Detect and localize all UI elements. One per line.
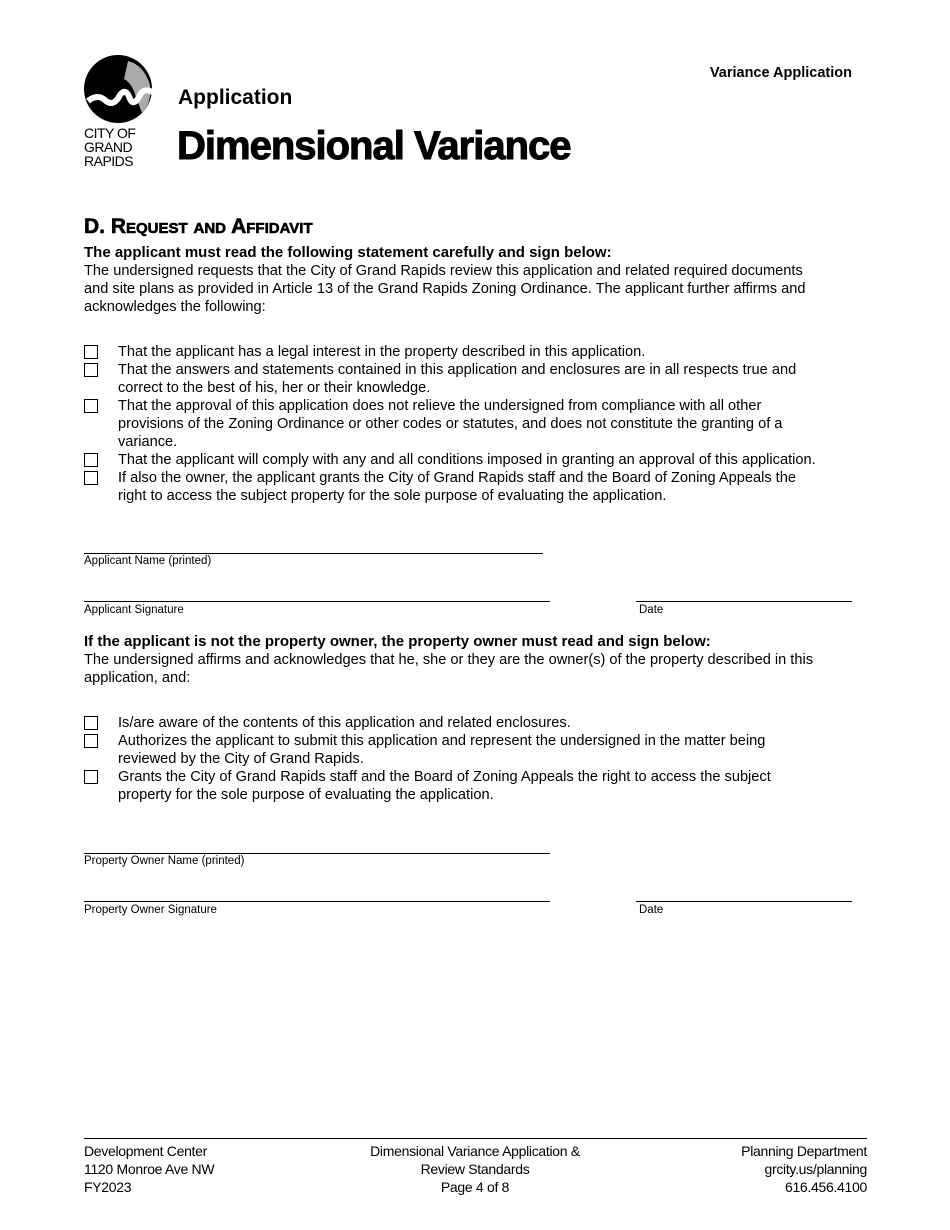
applicant-checkbox-2[interactable] — [84, 363, 98, 377]
logo-text-1: CITY OF — [84, 125, 136, 141]
footer-website-link[interactable]: grcity.us/planning — [764, 1161, 867, 1177]
document-type: Variance Application — [709, 65, 852, 81]
owner-item-2: Authorizes the applicant to submit this application and represent the undersigned in the matter being — [118, 733, 766, 749]
applicant-item-5: If also the owner, the applicant grants the City of Grand Rapids staff and the Board of Zoning Appeals the — [118, 470, 796, 486]
owner-instruction: If the applicant is not the property owner, the property owner must read and sign below: — [84, 633, 711, 650]
applicant-date-field[interactable] — [636, 601, 852, 602]
city-logo — [84, 55, 156, 170]
logo-text-2: GRAND — [84, 139, 133, 155]
owner-checkbox-2[interactable] — [84, 734, 98, 748]
owner-date-label: Date — [639, 904, 664, 916]
section-heading — [84, 215, 313, 239]
owner-checkbox-3[interactable] — [84, 770, 98, 784]
applicant-signature-field[interactable] — [84, 601, 550, 602]
page-subtitle: Application — [178, 86, 293, 109]
owner-item-3: Grants the City of Grand Rapids staff and the Board of Zoning Appeals the right to access the subject — [118, 769, 771, 785]
footer-center — [325, 1142, 625, 1196]
applicant-item-3-cont: variance. — [118, 434, 178, 450]
owner-item-3-cont: property for the sole purpose of evaluating the application. — [118, 787, 494, 803]
section-letter: D. — [84, 215, 105, 238]
applicant-item-4: That the applicant will comply with any and all conditions imposed in granting an approval of this application. — [118, 452, 816, 468]
owner-signature-label: Property Owner Signature — [84, 904, 217, 916]
applicant-checkbox-3[interactable] — [84, 399, 98, 413]
owner-name-field[interactable] — [84, 853, 550, 854]
applicant-name-field[interactable] — [84, 553, 543, 554]
owner-checkbox-1[interactable] — [84, 716, 98, 730]
applicant-item-3: That the approval of this application does not relieve the undersigned from compliance with all other — [118, 398, 762, 414]
applicant-item-1: That the applicant has a legal interest in the property described in this application. — [118, 344, 646, 360]
owner-name-label: Property Owner Name (printed) — [84, 855, 245, 867]
applicant-signature-label: Applicant Signature — [84, 604, 184, 616]
applicant-paragraph-line: and site plans as provided in Article 13 of the Grand Rapids Zoning Ordinance. The applicant further affirms and — [84, 281, 806, 297]
owner-item-1: Is/are aware of the contents of this application and related enclosures. — [118, 715, 571, 731]
applicant-checkbox-5[interactable] — [84, 471, 98, 485]
owner-signature-field[interactable] — [84, 901, 550, 902]
footer-office: Development Center — [84, 1143, 207, 1159]
footer-phone: 616.456.4100 — [784, 1179, 867, 1195]
page-number: Page 4 of 8 — [440, 1179, 510, 1195]
applicant-item-2: That the answers and statements contained in this application and enclosures are in all respects true and — [118, 362, 797, 378]
logo-emblem-icon — [84, 55, 156, 127]
owner-date-field[interactable] — [636, 901, 852, 902]
applicant-paragraph-line: acknowledges the following: — [84, 299, 266, 315]
footer-right — [741, 1142, 867, 1196]
applicant-date-label: Date — [639, 604, 664, 616]
footer-doc-subtitle: Review Standards — [420, 1161, 530, 1177]
footer-doc-title: Dimensional Variance Application & — [370, 1143, 580, 1159]
applicant-paragraph-line: The undersigned requests that the City of Grand Rapids review this application and related required documents — [84, 263, 803, 279]
applicant-item-5-cont: right to access the subject property for the sole purpose of evaluating the application. — [118, 488, 667, 504]
applicant-name-label: Applicant Name (printed) — [84, 555, 212, 567]
footer-left — [84, 1142, 214, 1196]
applicant-instruction: The applicant must read the following statement carefully and sign below: — [84, 244, 612, 261]
footer-divider — [84, 1138, 867, 1139]
footer-fiscal-year: FY2023 — [84, 1179, 132, 1195]
applicant-checkbox-1[interactable] — [84, 345, 98, 359]
footer-address: 1120 Monroe Ave NW — [84, 1161, 215, 1177]
owner-item-2-cont: reviewed by the City of Grand Rapids. — [118, 751, 364, 767]
owner-paragraph-line: application, and: — [84, 670, 191, 686]
footer-department: Planning Department — [741, 1143, 867, 1159]
page-title: Dimensional Variance — [177, 124, 571, 168]
applicant-checkbox-4[interactable] — [84, 453, 98, 467]
logo-text-3: RAPIDS — [84, 153, 134, 169]
owner-paragraph-line: The undersigned affirms and acknowledges that he, she or they are the owner(s) of the property described in this — [84, 652, 814, 668]
applicant-item-2-cont: correct to the best of his, her or their knowledge. — [118, 380, 431, 396]
section-title: Request and Affidavit — [110, 215, 313, 238]
applicant-item-3-cont: provisions of the Zoning Ordinance or other codes or statutes, and does not constitute the granting of a — [118, 416, 783, 432]
